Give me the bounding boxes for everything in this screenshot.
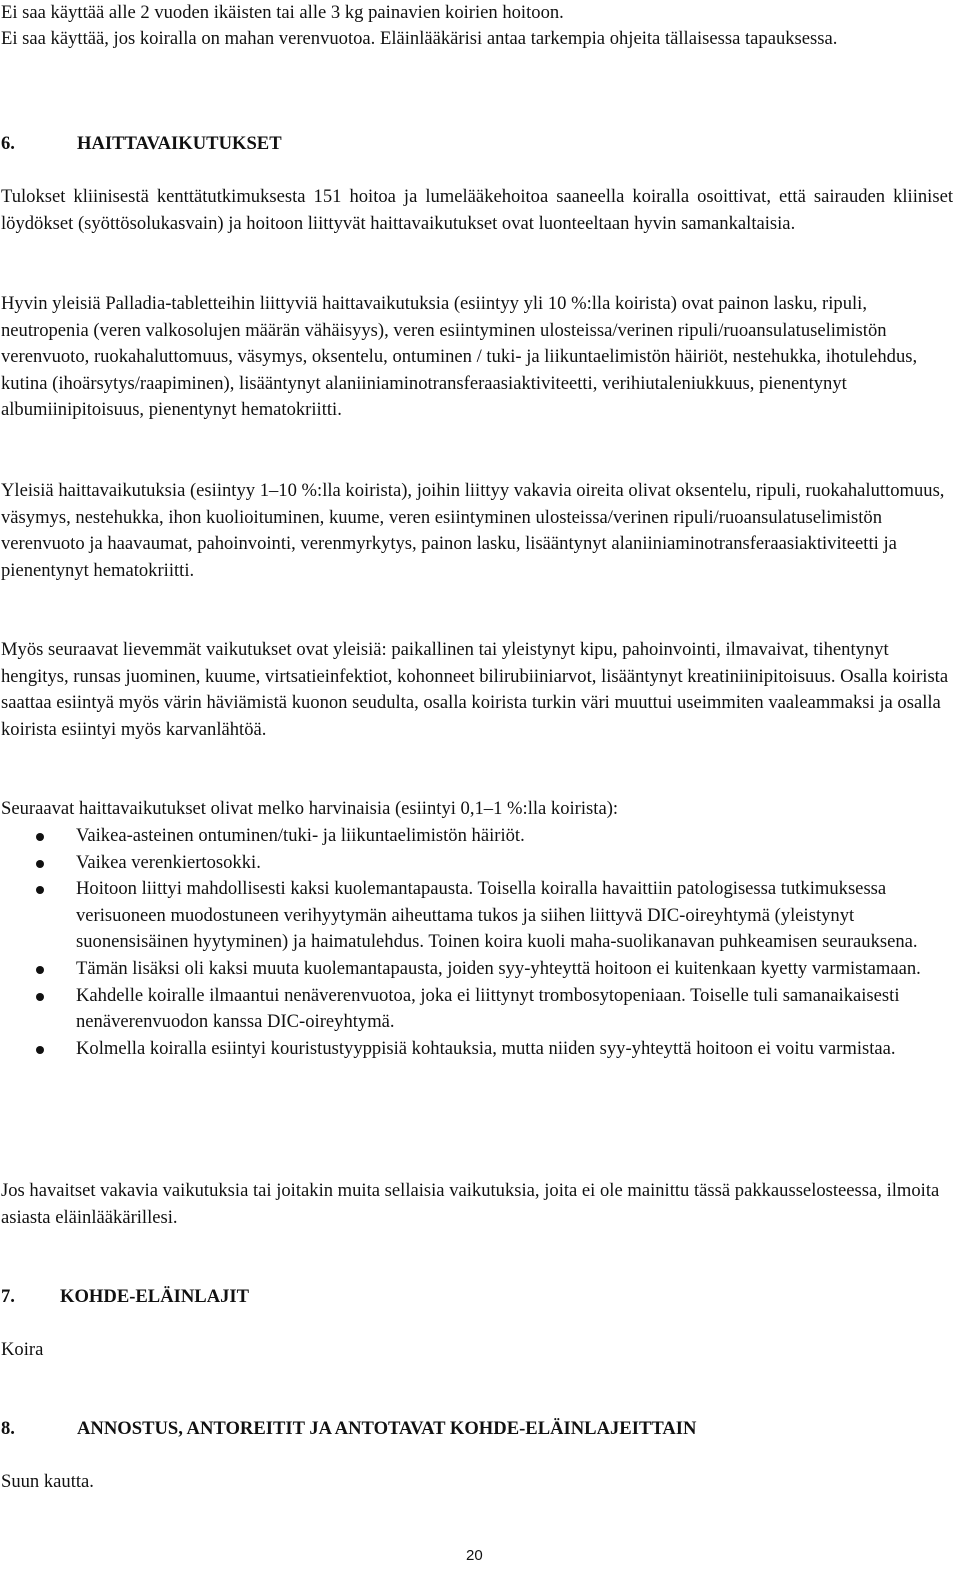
bullet-icon [36, 860, 44, 868]
intro-line-1: Ei saa käyttää alle 2 vuoden ikäisten tai alle 3 kg painavien koirien hoitoon. [1, 2, 564, 23]
list-item: Kolmella koiralla esiintyi kouristustyyppisiä kohtauksia, mutta niiden syy-yhteyttä hoitoon ei voitu varmistaa. [0, 1036, 952, 1063]
section-6-paragraph-1: Tulokset kliinisestä kenttätutkimuksesta 151 hoitoa ja lumelääkehoitoa saaneella koiralla osoittivat, että sairauden kliiniset löydökset (syöttösolukasvain) ja hoitoon liittyvät haittavaikutukset ovat luonteeltaan hyvin samankaltaisia. [1, 186, 953, 234]
bullet-icon [36, 886, 44, 894]
section-6-paragraph-4: Myös seuraavat lievemmät vaikutukset ovat yleisiä: paikallinen tai yleistynyt kipu, pahoinvointi, ilmavaivat, tihentynyt hengitys, runsas juominen, kuume, virtsatieinfektiot, kohonneet bilirubiiniarvot, lisääntynyt kreatiniinipitoisuus. Osalla koirista saattaa esiintyä myös värin häviämistä kuonon seudulta, osalla koirista turkin väri muuttui useimmiten vaaleammaksi ja osalla koirista esiintyi myös karvanlähtöä. [1, 639, 949, 740]
list-item: Hoitoon liittyi mahdollisesti kaksi kuolemantapausta. Toisella koiralla havaittiin patologisessa tutkimuksessa verisuoneen muodostuneen verihyytymän aiheuttama tukos ja siihen liittyvä DIC-oireyhtymä (yleistynyt suonensisäinen hyytyminen) ja haimatulehdus. Toinen koira kuoli maha-suolikanavan puhkeamisen seurauksena. [0, 876, 952, 956]
page-number: 20 [466, 1547, 483, 1564]
list-item: Vaikea verenkiertosokki. [0, 850, 952, 877]
section-6-paragraph-6: Jos havaitset vakavia vaikutuksia tai joitakin muita sellaisia vaikutuksia, joita ei ole mainittu tässä pakkausselosteessa, ilmoita asiasta eläinlääkärillesi. [1, 1180, 940, 1228]
section-6-paragraph-5: Seuraavat haittavaikutukset olivat melko harvinaisia (esiintyi 0,1–1 %:lla koirista): [1, 798, 619, 819]
bullet-icon [36, 993, 44, 1001]
section-8-number: 8. [1, 1418, 15, 1439]
list-item: Vaikea-asteinen ontuminen/tuki- ja liikuntaelimistön häiriöt. [0, 823, 952, 850]
section-7-body: Koira [1, 1339, 44, 1360]
list-item: Tämän lisäksi oli kaksi muuta kuolemantapausta, joiden syy-yhteyttä hoitoon ei kuitenkaan kyetty varmistamaan. [0, 956, 952, 983]
section-6-title: HAITTAVAIKUTUKSET [77, 133, 282, 154]
bullet-icon [36, 833, 44, 841]
intro-line-2: Ei saa käyttää, jos koiralla on mahan verenvuotoa. Eläinlääkärisi antaa tarkempia ohjeita tällaisessa tapauksessa. [1, 28, 838, 49]
bullet-icon [36, 966, 44, 974]
section-8-title: ANNOSTUS, ANTOREITIT JA ANTOTAVAT KOHDE-ELÄINLAJEITTAIN [77, 1418, 697, 1439]
section-6-paragraph-3: Yleisiä haittavaikutuksia (esiintyy 1–10 %:lla koirista), joihin liittyy vakavia oireita olivat oksentelu, ripuli, ruokahaluttomuus, väsymys, nestehukka, ihon kuolioituminen, kuume, veren esiintyminen ulosteissa/verinen ripuli/ruoansulatuselimistön verenvuoto ja haavaumat, pahoinvointi, verenmyrkytys, painon lasku, lisääntynyt alaniiniaminotransferaasiaktiviteetti ja pienentynyt hematokriitti. [1, 480, 945, 581]
section-6-paragraph-2: Hyvin yleisiä Palladia-tabletteihin liittyviä haittavaikutuksia (esiintyy yli 10 %:lla koirista) ovat painon lasku, ripuli, neutropenia (veren valkosolujen määrän vähäisyys), veren esiintyminen ulosteissa/verinen ripuli/ruoansulatuselimistön verenvuoto, ruokahaluttomuus, väsymys, oksentelu, ontuminen / tuki- ja liikuntaelimistön häiriöt, nestehukka, ihotulehdus, kutina (ihoärsytys/raapiminen), lisääntynyt alaniiniaminotransferaasiaktiviteetti, verihiutaleniukkuus, pienentynyt albumiinipitoisuus, pienentynyt hematokriitti. [1, 293, 918, 421]
section-7-number: 7. [1, 1286, 15, 1307]
section-6-number: 6. [1, 133, 15, 154]
section-8-heading [1, 1416, 696, 1443]
section-6-heading [1, 131, 282, 158]
section-7-heading [1, 1284, 249, 1311]
section-7-title: KOHDE-ELÄINLAJIT [60, 1286, 250, 1307]
list-item: Kahdelle koiralle ilmaantui nenäverenvuotoa, joka ei liittynyt trombosytopeniaan. Toiselle tuli samanaikaisesti nenäverenvuodon kanssa DIC-oireyhtymä. [0, 983, 952, 1036]
section-8-body: Suun kautta. [1, 1471, 94, 1492]
uncommon-effects-list [0, 823, 952, 1062]
bullet-icon [36, 1046, 44, 1054]
